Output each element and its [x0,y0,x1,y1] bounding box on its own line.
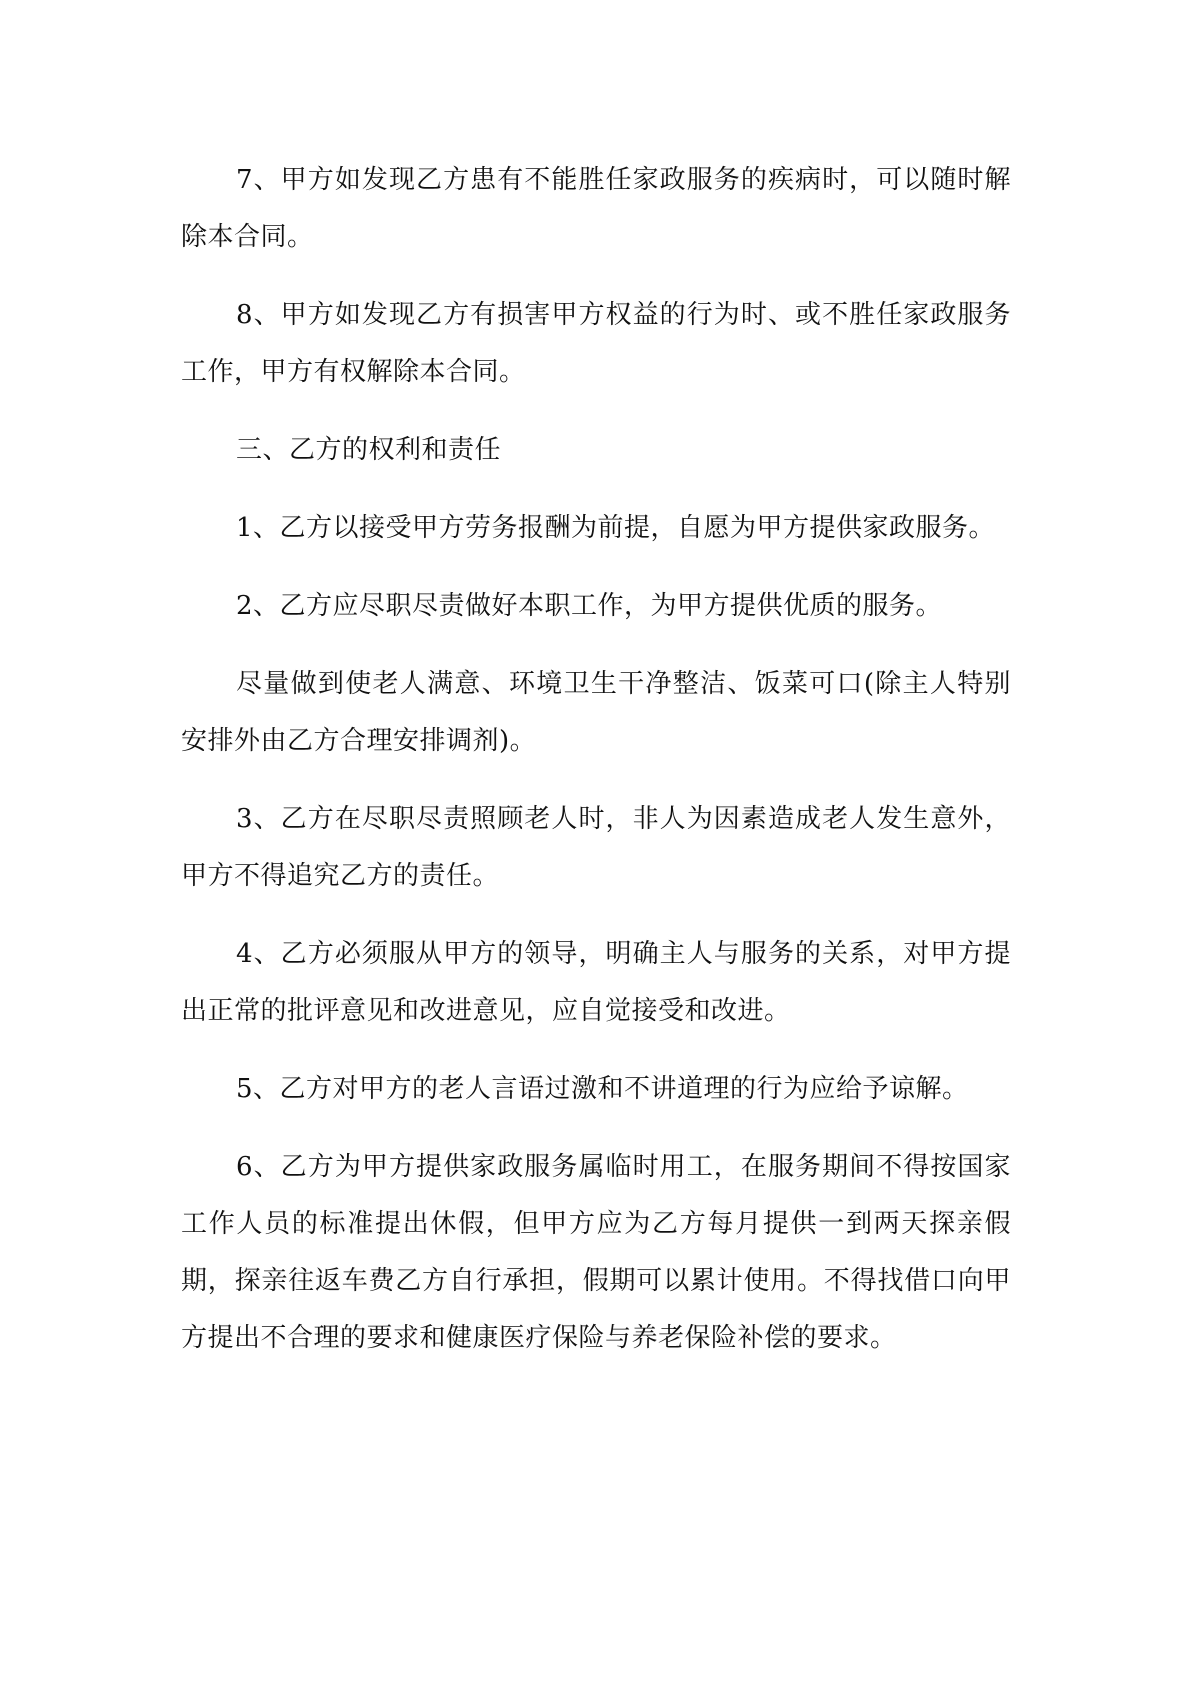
clause-8-paragraph: 8、甲方如发现乙方有损害甲方权益的行为时、或不胜任家政服务工作，甲方有权解除本合同。 [181,300,1011,387]
party-b-clause-1-paragraph: 1、乙方以接受甲方劳务报酬为前提，自愿为甲方提供家政服务。 [236,513,996,543]
section-three-heading: 三、乙方的权利和责任 [236,435,502,465]
clause-7-paragraph: 7、甲方如发现乙方患有不能胜任家政服务的疾病时，可以随时解除本合同。 [181,165,1011,252]
party-b-clause-2-paragraph: 2、乙方应尽职尽责做好本职工作，为甲方提供优质的服务。 [236,591,943,621]
party-b-clause-4-paragraph: 4、乙方必须服从甲方的领导，明确主人与服务的关系，对甲方提出正常的批评意见和改进意见，应自觉接受和改进。 [181,939,1011,1026]
document-body [181,152,1011,1367]
party-b-clause-6-paragraph: 6、乙方为甲方提供家政服务属临时用工，在服务期间不得按国家工作人员的标准提出休假，但甲方应为乙方每月提供一到两天探亲假期，探亲往返车费乙方自行承担，假期可以累计使用。不得找借口向甲方提出不合理的要求和健康医疗保险与养老保险补偿的要求。 [181,1152,1011,1353]
party-b-clause-2-detail-paragraph: 尽量做到使老人满意、环境卫生干净整洁、饭菜可口(除主人特别安排外由乙方合理安排调剂)。 [181,669,1011,756]
party-b-clause-5-paragraph: 5、乙方对甲方的老人言语过激和不讲道理的行为应给予谅解。 [236,1074,969,1104]
party-b-clause-3-paragraph: 3、乙方在尽职尽责照顾老人时，非人为因素造成老人发生意外，甲方不得追究乙方的责任。 [181,804,1011,891]
